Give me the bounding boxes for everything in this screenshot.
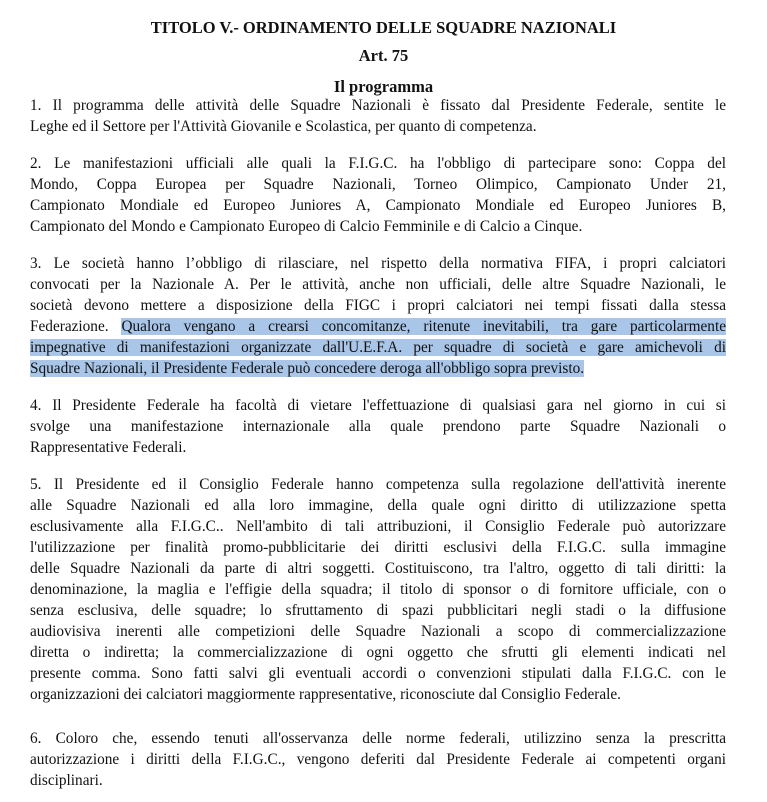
paragraph-line: Leghe ed il Settore per l'Attività Giovanile e Scolastica, per quanto di competenza. xyxy=(30,118,537,135)
paragraph-line-highlighted xyxy=(30,337,726,358)
section-title: Il programma xyxy=(333,77,434,96)
paragraph-line: Campionato del Mondo e Campionato Europeo di Calcio Femminile e di Calcio a Cinque. xyxy=(30,218,583,235)
paragraph-line: Rappresentative Federali. xyxy=(30,439,187,456)
article-number: Art. 75 xyxy=(358,46,409,65)
paragraph-line: organizzazioni dei calciatori maggiormente rappresentative, riconosciute dal Consiglio Federale. xyxy=(30,686,621,703)
paragraph-line: delle Squadre Nazionali da parte di altri soggetti. Costituiscono, tra l'altro, oggetto di tali diritti: la xyxy=(30,560,726,577)
paragraph-line: 6. Coloro che, essendo tenuti all'osservanza delle norme federali, utilizzino senza la prescritta xyxy=(30,730,726,747)
paragraph-line: convocati per la Nazionale A. Per le attività, anche non ufficiali, delle altre Squadre Nazionali, le xyxy=(30,276,726,293)
paragraph-line: presente comma. Sono fatti salvi gli eventuali accordi o convenzioni stipulati dalla F.I.G.C. con le xyxy=(30,665,726,682)
highlighted-text: Squadre Nazionali, il Presidente Federale può concedere deroga all'obbligo sopra previsto. xyxy=(30,360,585,377)
paragraph-line: audiovisiva inerenti alle competizioni delle Squadre Nazionali a scopo di commercializzazione xyxy=(30,623,726,640)
paragraph-line: l'utilizzazione per finalità promo-pubblicitarie dei diritti esclusivi della F.I.G.C. sulla immagine xyxy=(30,539,726,556)
paragraph-line: autorizzazione i diritti della F.I.G.C., vengono deferiti dal Presidente Federale ai competenti organi xyxy=(30,751,726,768)
paragraph-line: 2. Le manifestazioni ufficiali alle quali la F.I.G.C. ha l'obbligo di partecipare sono: Coppa del xyxy=(30,155,726,172)
highlighted-text: Qualora vengano a crearsi concomitanze, ritenute inevitabili, tra gare particolarmente xyxy=(121,318,726,335)
paragraph-line: disciplinari. xyxy=(30,772,103,789)
paragraph-line: 3. Le società hanno l’obbligo di rilasciare, nel rispetto della normativa FIFA, i propri calciatori xyxy=(30,255,726,272)
paragraph-line: Mondo, Coppa Europea per Squadre Nazionali, Torneo Olimpico, Campionato Under 21, xyxy=(30,176,726,193)
paragraph-line-mixed xyxy=(30,316,726,337)
paragraph-line: denominazione, la maglia e l'effigie della squadra; il titolo di sponsor o di fornitore ufficiale, con o xyxy=(30,581,726,598)
paragraph-line: esclusivamente alla F.I.G.C.. Nell'ambito di tali attribuzioni, il Consiglio Federale può autorizzare xyxy=(30,518,726,535)
paragraph-line: 5. Il Presidente ed il Consiglio Federale hanno competenza sulla regolazione dell'attività inerente xyxy=(30,476,726,493)
paragraph-line: diretta o indiretta; la commercializzazione di ogni oggetto che sfrutti gli elementi indicati nel xyxy=(30,644,726,661)
paragraph-line: alle Squadre Nazionali ed alla loro immagine, della quale ogni diritto di utilizzazione spetta xyxy=(30,497,726,514)
paragraph-line: Campionato Mondiale ed Europeo Juniores A, Campionato Mondiale ed Europeo Juniores B, xyxy=(30,197,726,214)
paragraph-line-highlighted xyxy=(30,358,726,379)
paragraph-line: senza esclusiva, delle squadre; lo sfruttamento di spazi pubblicitari negli stadi o la diffusione xyxy=(30,602,726,619)
paragraph-line: svolge una manifestazione internazionale alla quale prendono parte Squadre Nazionali o xyxy=(30,418,726,435)
paragraph-line: 4. Il Presidente Federale ha facoltà di vietare l'effettuazione di qualsiasi gara nel giorno in cui si xyxy=(30,397,726,414)
paragraph-line: società devono mettere a disposizione della FIGC i propri calciatori nei tempi fissati dalla stessa xyxy=(30,297,726,314)
paragraph-line: 1. Il programma delle attività delle Squadre Nazionali è fissato dal Presidente Federale, sentite le xyxy=(30,97,726,114)
paragraph-line-lead: Federazione. xyxy=(30,318,109,335)
highlighted-text: impegnative di manifestazioni organizzate dall'U.E.F.A. per squadre di società e gare amichevoli di xyxy=(30,339,726,356)
document-title: TITOLO V.- ORDINAMENTO DELLE SQUADRE NAZIONALI xyxy=(150,18,617,37)
